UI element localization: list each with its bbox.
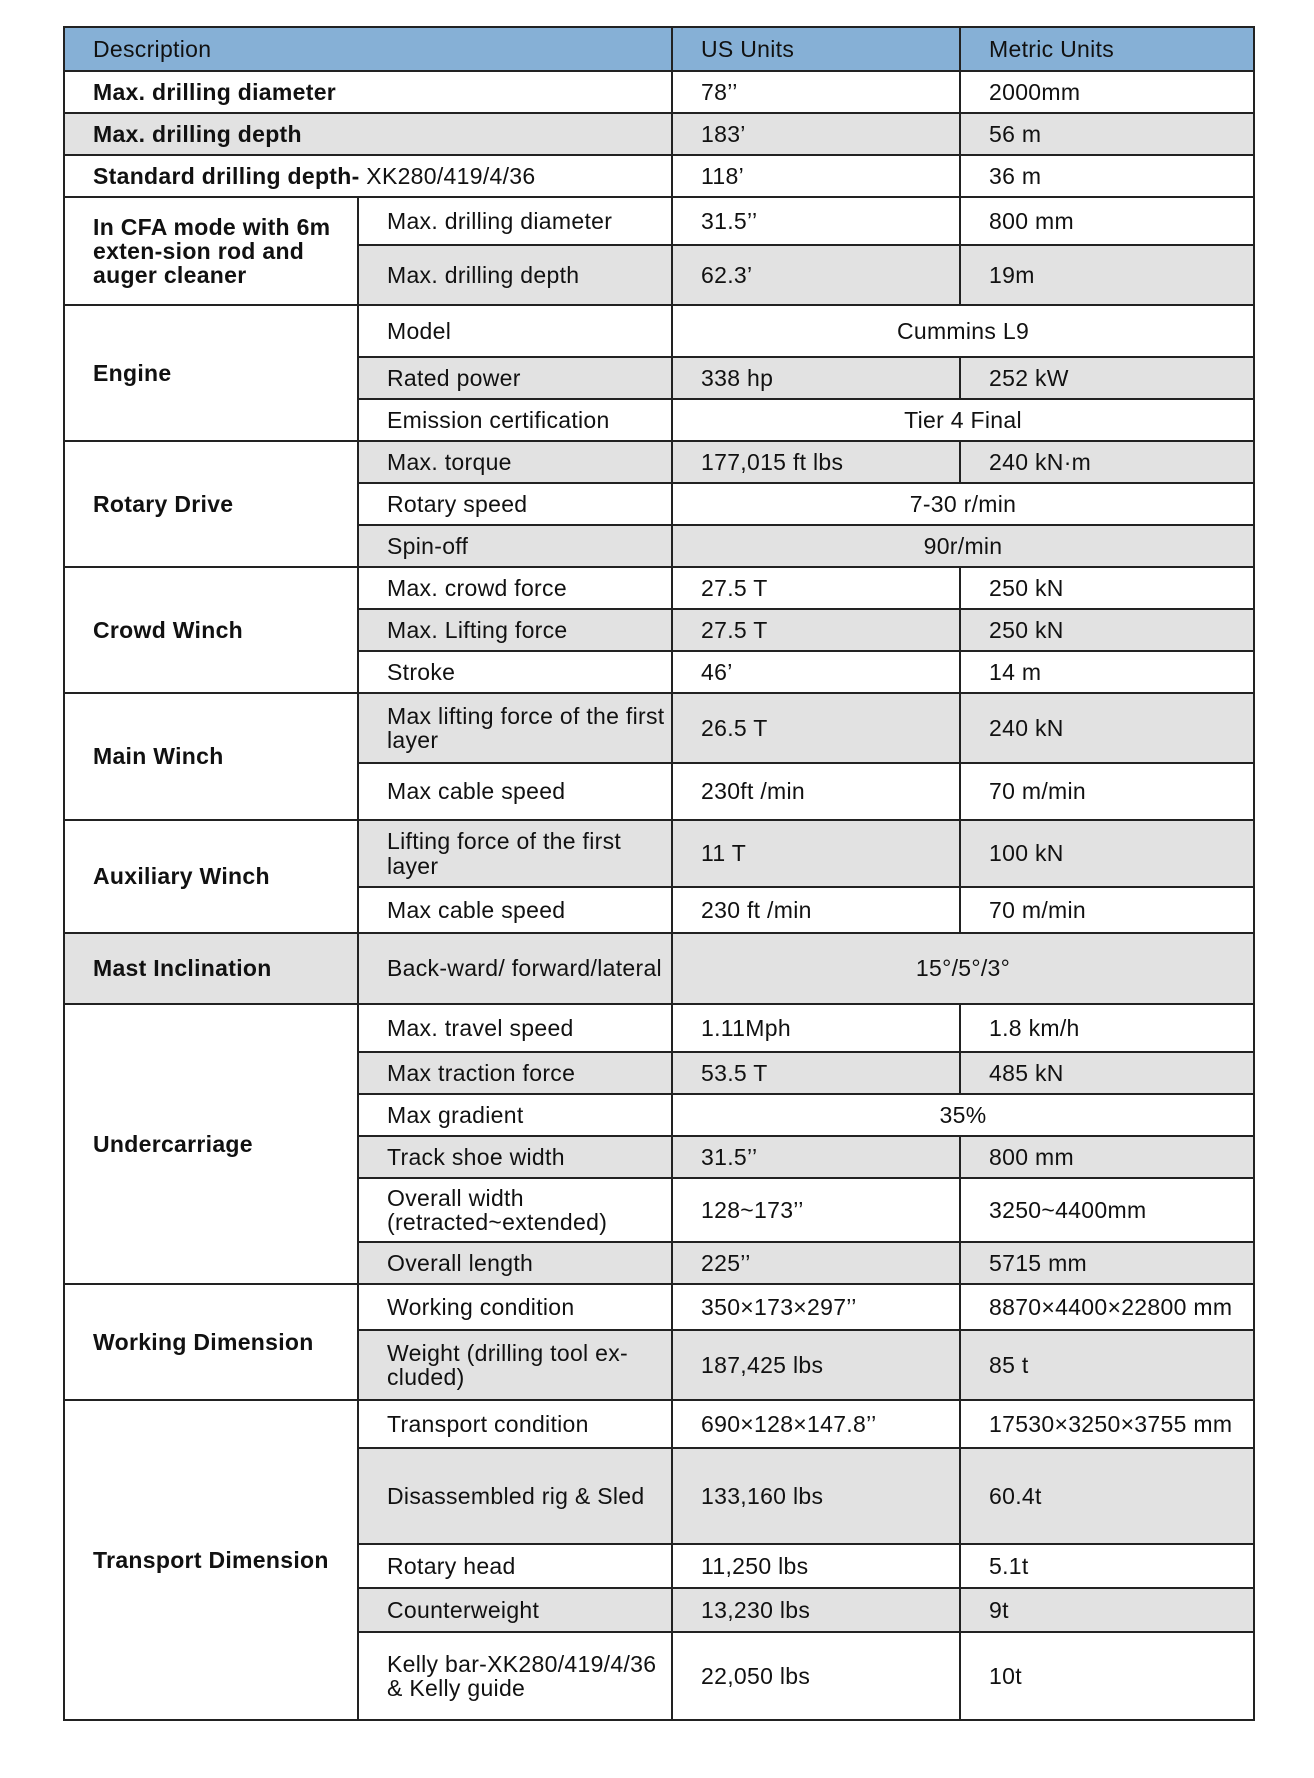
table-row (64, 441, 1254, 483)
param-label: Kelly bar-XK280/419/4/36 & Kelly guide (358, 1632, 672, 1720)
param-label: Weight (drilling tool ex-cluded) (358, 1330, 672, 1400)
metric-value: 17530×3250×3755 mm (960, 1400, 1254, 1448)
param-label: Max gradient (358, 1094, 672, 1136)
category-transport-dimension: Transport Dimension (64, 1400, 358, 1720)
category-rotary-drive: Rotary Drive (64, 441, 358, 567)
table-row (64, 567, 1254, 609)
metric-value: 2000mm (960, 71, 1254, 113)
param-label: Max. drilling diameter (358, 197, 672, 245)
merged-value: 35% (672, 1094, 1254, 1136)
metric-value: 800 mm (960, 1136, 1254, 1178)
row-label-suffix: XK280/419/4/36 (366, 162, 536, 189)
param-label: Rotary head (358, 1544, 672, 1588)
metric-value: 252 kW (960, 357, 1254, 399)
us-value: 27.5 T (672, 567, 960, 609)
metric-value: 70 m/min (960, 887, 1254, 933)
param-label: Max. Lifting force (358, 609, 672, 651)
us-value: 177,015 ft lbs (672, 441, 960, 483)
metric-value: 3250~4400mm (960, 1178, 1254, 1242)
category-mast-inclination: Mast Inclination (64, 933, 358, 1004)
us-value: 230 ft /min (672, 887, 960, 933)
table-row (64, 1284, 1254, 1330)
category-crowd-winch: Crowd Winch (64, 567, 358, 693)
us-value: 11,250 lbs (672, 1544, 960, 1588)
table-row (64, 820, 1254, 887)
param-label: Max lifting force of the first layer (358, 693, 672, 763)
merged-value: 90r/min (672, 525, 1254, 567)
metric-value: 14 m (960, 651, 1254, 693)
us-value: 78’’ (672, 71, 960, 113)
table-row (64, 933, 1254, 1004)
category-working-dimension: Working Dimension (64, 1284, 358, 1400)
param-label: Stroke (358, 651, 672, 693)
metric-value: 9t (960, 1588, 1254, 1632)
merged-value: Cummins L9 (672, 305, 1254, 357)
header-metric-units: Metric Units (960, 27, 1254, 71)
metric-value: 485 kN (960, 1052, 1254, 1094)
us-value: 118’ (672, 155, 960, 197)
us-value: 22,050 lbs (672, 1632, 960, 1720)
param-label: Working condition (358, 1284, 672, 1330)
param-label: Overall width (retracted~extended) (358, 1178, 672, 1242)
param-label: Rated power (358, 357, 672, 399)
header-row (64, 27, 1254, 71)
merged-value: Tier 4 Final (672, 399, 1254, 441)
metric-value: 250 kN (960, 609, 1254, 651)
us-value: 225’’ (672, 1242, 960, 1284)
metric-value: 19m (960, 245, 1254, 305)
param-label: Back-ward/ forward/lateral (358, 933, 672, 1004)
metric-value: 36 m (960, 155, 1254, 197)
header-description: Description (64, 27, 672, 71)
us-value: 183’ (672, 113, 960, 155)
metric-value: 5.1t (960, 1544, 1254, 1588)
metric-value: 100 kN (960, 820, 1254, 887)
us-value: 690×128×147.8’’ (672, 1400, 960, 1448)
table-row (64, 113, 1254, 155)
us-value: 27.5 T (672, 609, 960, 651)
us-value: 26.5 T (672, 693, 960, 763)
param-label: Max. travel speed (358, 1004, 672, 1052)
metric-value: 5715 mm (960, 1242, 1254, 1284)
us-value: 1.11Mph (672, 1004, 960, 1052)
us-value: 128~173’’ (672, 1178, 960, 1242)
us-value: 350×173×297’’ (672, 1284, 960, 1330)
param-label: Max. drilling depth (358, 245, 672, 305)
category-main-winch: Main Winch (64, 693, 358, 820)
row-label: Max. drilling diameter (64, 71, 672, 113)
us-value: 13,230 lbs (672, 1588, 960, 1632)
header-us-units: US Units (672, 27, 960, 71)
param-label: Disassembled rig & Sled (358, 1448, 672, 1544)
us-value: 338 hp (672, 357, 960, 399)
category-auxiliary-winch: Auxiliary Winch (64, 820, 358, 933)
row-label-bold: Standard drilling depth- (93, 162, 360, 189)
metric-value: 85 t (960, 1330, 1254, 1400)
param-label: Max traction force (358, 1052, 672, 1094)
table-row (64, 155, 1254, 197)
param-label: Max cable speed (358, 763, 672, 820)
us-value: 53.5 T (672, 1052, 960, 1094)
param-label: Spin-off (358, 525, 672, 567)
us-value: 230ft /min (672, 763, 960, 820)
param-label: Transport condition (358, 1400, 672, 1448)
table-row (64, 1004, 1254, 1052)
row-label (64, 155, 672, 197)
table-row (64, 197, 1254, 245)
metric-value: 56 m (960, 113, 1254, 155)
table-row (64, 305, 1254, 357)
category-cfa-mode: In CFA mode with 6m exten-sion rod and auger cleaner (64, 197, 358, 305)
metric-value: 70 m/min (960, 763, 1254, 820)
metric-value: 800 mm (960, 197, 1254, 245)
row-label: Max. drilling depth (64, 113, 672, 155)
param-label: Emission certification (358, 399, 672, 441)
metric-value: 8870×4400×22800 mm (960, 1284, 1254, 1330)
param-label: Track shoe width (358, 1136, 672, 1178)
us-value: 31.5’’ (672, 197, 960, 245)
category-undercarriage: Undercarriage (64, 1004, 358, 1284)
spec-table (63, 26, 1255, 1721)
param-label: Rotary speed (358, 483, 672, 525)
param-label: Max. crowd force (358, 567, 672, 609)
us-value: 133,160 lbs (672, 1448, 960, 1544)
param-label: Max cable speed (358, 887, 672, 933)
merged-value: 7-30 r/min (672, 483, 1254, 525)
param-label: Overall length (358, 1242, 672, 1284)
metric-value: 240 kN·m (960, 441, 1254, 483)
us-value: 187,425 lbs (672, 1330, 960, 1400)
category-engine: Engine (64, 305, 358, 441)
metric-value: 240 kN (960, 693, 1254, 763)
metric-value: 250 kN (960, 567, 1254, 609)
param-label: Lifting force of the first layer (358, 820, 672, 887)
param-label: Counterweight (358, 1588, 672, 1632)
metric-value: 60.4t (960, 1448, 1254, 1544)
table-row (64, 71, 1254, 113)
merged-value: 15°/5°/3° (672, 933, 1254, 1004)
param-label: Max. torque (358, 441, 672, 483)
table-row (64, 693, 1254, 763)
param-label: Model (358, 305, 672, 357)
us-value: 62.3’ (672, 245, 960, 305)
us-value: 11 T (672, 820, 960, 887)
us-value: 46’ (672, 651, 960, 693)
table-row (64, 1400, 1254, 1448)
metric-value: 1.8 km/h (960, 1004, 1254, 1052)
us-value: 31.5’’ (672, 1136, 960, 1178)
metric-value: 10t (960, 1632, 1254, 1720)
